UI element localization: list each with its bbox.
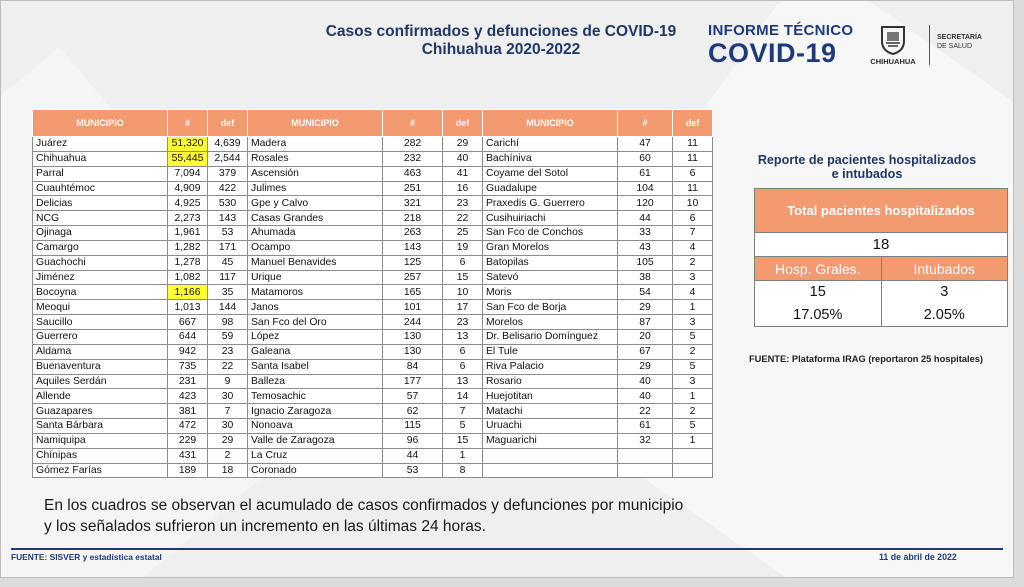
municipality-name: Julimes — [248, 181, 383, 196]
explanatory-note: En los cuadros se observan el acumulado de casos confirmados y defunciones por municipio y los señalados sufrieron un incremento en las últimas 24 horas. — [44, 497, 684, 535]
table-row — [33, 137, 713, 152]
death-count: 6 — [443, 344, 483, 359]
informe-tecnico-logo — [708, 23, 853, 67]
case-count: 40 — [618, 389, 673, 404]
municipality-name: Gómez Farías — [33, 463, 168, 478]
hospital-table-header: Total pacientes hospitalizados — [755, 189, 1008, 233]
death-count: 11 — [673, 137, 713, 152]
intubated-percent: 2.05% — [881, 304, 1008, 327]
table-row — [33, 181, 713, 196]
death-count: 5 — [673, 329, 713, 344]
intubated-count: 3 — [881, 281, 1008, 304]
footer-divider — [11, 548, 1003, 550]
municipality-name: Guachochi — [33, 255, 168, 270]
case-count: 67 — [618, 344, 673, 359]
hospital-table — [754, 188, 1008, 327]
case-count: 177 — [383, 374, 443, 389]
table-row — [33, 419, 713, 434]
municipality-name: Casas Grandes — [248, 211, 383, 226]
table-row — [33, 463, 713, 478]
municipality-name: Guadalupe — [483, 181, 618, 196]
death-count: 18 — [208, 463, 248, 478]
municipality-name: Coyame del Sotol — [483, 166, 618, 181]
death-count: 40 — [443, 151, 483, 166]
municipality-name: San Fco de Conchos — [483, 226, 618, 241]
logo-line-1: INFORME TÉCNICO — [708, 22, 854, 39]
municipality-name: Riva Palacio — [483, 359, 618, 374]
municipality-name: Huejotitan — [483, 389, 618, 404]
case-count: 40 — [618, 374, 673, 389]
case-count: 942 — [168, 344, 208, 359]
death-count: 3 — [673, 374, 713, 389]
death-count: 379 — [208, 166, 248, 181]
table-row — [33, 166, 713, 181]
death-count: 4 — [673, 285, 713, 300]
case-count: 1,082 — [168, 270, 208, 285]
case-count: 472 — [168, 419, 208, 434]
table-row — [33, 404, 713, 419]
case-count: 43 — [618, 240, 673, 255]
death-count: 35 — [208, 285, 248, 300]
municipality-name: Cusihuiriachi — [483, 211, 618, 226]
case-count: 165 — [383, 285, 443, 300]
death-count: 7 — [208, 404, 248, 419]
death-count: 6 — [443, 359, 483, 374]
death-count: 7 — [443, 404, 483, 419]
table-row — [33, 389, 713, 404]
death-count: 14 — [443, 389, 483, 404]
case-count: 423 — [168, 389, 208, 404]
death-count: 2,544 — [208, 151, 248, 166]
case-count: 232 — [383, 151, 443, 166]
case-count: 22 — [618, 404, 673, 419]
municipality-table — [32, 109, 713, 478]
case-count: 143 — [383, 240, 443, 255]
table-row — [33, 433, 713, 448]
case-count: 229 — [168, 433, 208, 448]
death-count: 22 — [443, 211, 483, 226]
death-count: 11 — [673, 181, 713, 196]
municipality-name: Morelos — [483, 315, 618, 330]
case-count: 1,961 — [168, 226, 208, 241]
municipality-name: Matamoros — [248, 285, 383, 300]
case-count: 321 — [383, 196, 443, 211]
death-count: 16 — [443, 181, 483, 196]
case-count: 1,278 — [168, 255, 208, 270]
death-count: 10 — [443, 285, 483, 300]
intubated-label: Intubados — [881, 257, 1008, 281]
municipality-name: Manuel Benavides — [248, 255, 383, 270]
column-header: MUNICIPIO — [33, 110, 168, 137]
case-count: 244 — [383, 315, 443, 330]
death-count: 117 — [208, 270, 248, 285]
table-row — [33, 255, 713, 270]
general-hospital-percent: 17.05% — [755, 304, 882, 327]
case-count: 1,013 — [168, 300, 208, 315]
case-count: 61 — [618, 419, 673, 434]
hospital-title-line-2: e intubados — [831, 167, 903, 181]
case-count: 32 — [618, 433, 673, 448]
death-count: 23 — [443, 196, 483, 211]
case-count: 44 — [618, 211, 673, 226]
municipality-name: Jiménez — [33, 270, 168, 285]
table-row — [33, 300, 713, 315]
death-count: 10 — [673, 196, 713, 211]
municipality-name: Namiquipa — [33, 433, 168, 448]
death-count: 530 — [208, 196, 248, 211]
municipality-name: Guazapares — [33, 404, 168, 419]
municipality-name — [483, 448, 618, 463]
case-count: 644 — [168, 329, 208, 344]
municipality-name: Juárez — [33, 137, 168, 152]
municipality-name: Santa Isabel — [248, 359, 383, 374]
case-count: 54 — [618, 285, 673, 300]
municipality-name: Bachíniva — [483, 151, 618, 166]
table-row — [33, 448, 713, 463]
municipality-name: Saucillo — [33, 315, 168, 330]
case-count: 130 — [383, 329, 443, 344]
case-count: 4,925 — [168, 196, 208, 211]
death-count: 6 — [673, 166, 713, 181]
table-row — [33, 285, 713, 300]
municipality-name: La Cruz — [248, 448, 383, 463]
death-count: 15 — [443, 270, 483, 285]
case-count: 218 — [383, 211, 443, 226]
case-count: 120 — [618, 196, 673, 211]
case-count — [618, 448, 673, 463]
death-count: 5 — [673, 419, 713, 434]
death-count: 6 — [443, 255, 483, 270]
municipality-name: Batopilas — [483, 255, 618, 270]
secretaria-line-1: SECRETARÍA — [937, 34, 982, 41]
hospital-total: 18 — [755, 233, 1008, 257]
death-count: 30 — [208, 389, 248, 404]
case-count: 29 — [618, 359, 673, 374]
death-count: 4,639 — [208, 137, 248, 152]
case-count: 257 — [383, 270, 443, 285]
page-title — [301, 23, 701, 59]
case-count: 231 — [168, 374, 208, 389]
case-count: 1,166 — [168, 285, 208, 300]
municipality-name: Chínipas — [33, 448, 168, 463]
death-count: 29 — [208, 433, 248, 448]
municipality-name: Ahumada — [248, 226, 383, 241]
death-count: 2 — [673, 404, 713, 419]
death-count: 5 — [673, 359, 713, 374]
case-count: 53 — [383, 463, 443, 478]
municipality-name: Satevó — [483, 270, 618, 285]
case-count: 263 — [383, 226, 443, 241]
death-count: 171 — [208, 240, 248, 255]
case-count: 101 — [383, 300, 443, 315]
case-count: 667 — [168, 315, 208, 330]
case-count: 431 — [168, 448, 208, 463]
municipality-name: Uruachi — [483, 419, 618, 434]
case-count: 104 — [618, 181, 673, 196]
municipality-name: Nonoava — [248, 419, 383, 434]
case-count: 115 — [383, 419, 443, 434]
case-count: 44 — [383, 448, 443, 463]
municipality-name: Meoqui — [33, 300, 168, 315]
death-count: 45 — [208, 255, 248, 270]
municipality-name: Guerrero — [33, 329, 168, 344]
table-header-row — [33, 110, 713, 137]
municipality-name: Chihuahua — [33, 151, 168, 166]
death-count: 1 — [673, 389, 713, 404]
hospital-title-line-1: Reporte de pacientes hospitalizados — [757, 153, 977, 167]
death-count: 29 — [443, 137, 483, 152]
municipality-name: Valle de Zaragoza — [248, 433, 383, 448]
municipality-name: Gpe y Calvo — [248, 196, 383, 211]
municipality-name: Dr. Belisario Domínguez — [483, 329, 618, 344]
death-count: 11 — [673, 151, 713, 166]
table-row — [33, 359, 713, 374]
case-count — [618, 463, 673, 478]
municipality-name: Gran Morelos — [483, 240, 618, 255]
column-header: def — [208, 110, 248, 137]
case-count: 51,320 — [168, 137, 208, 152]
death-count: 4 — [673, 240, 713, 255]
shield-icon — [879, 25, 907, 55]
case-count: 105 — [618, 255, 673, 270]
municipality-name: Santa Bárbara — [33, 419, 168, 434]
case-count: 96 — [383, 433, 443, 448]
case-count: 282 — [383, 137, 443, 152]
case-count: 130 — [383, 344, 443, 359]
death-count: 25 — [443, 226, 483, 241]
case-count: 251 — [383, 181, 443, 196]
municipality-name: Urique — [248, 270, 383, 285]
death-count: 144 — [208, 300, 248, 315]
death-count: 2 — [673, 344, 713, 359]
death-count: 1 — [443, 448, 483, 463]
municipality-name: Delicias — [33, 196, 168, 211]
death-count: 422 — [208, 181, 248, 196]
column-header: # — [618, 110, 673, 137]
logo-line-2: COVID-19 — [708, 38, 837, 68]
case-count: 84 — [383, 359, 443, 374]
report-date: 11 de abril de 2022 — [879, 552, 957, 562]
municipality-name: Ojinaga — [33, 226, 168, 241]
death-count: 23 — [208, 344, 248, 359]
municipality-name: López — [248, 329, 383, 344]
table-row — [33, 344, 713, 359]
death-count: 41 — [443, 166, 483, 181]
death-count: 98 — [208, 315, 248, 330]
municipality-name: Galeana — [248, 344, 383, 359]
death-count: 13 — [443, 329, 483, 344]
seal-caption: CHIHUAHUA — [870, 57, 916, 66]
table-row — [33, 211, 713, 226]
municipality-name: Maguarichi — [483, 433, 618, 448]
case-count: 61 — [618, 166, 673, 181]
municipality-name: Buenaventura — [33, 359, 168, 374]
column-header: def — [673, 110, 713, 137]
column-header: # — [383, 110, 443, 137]
case-count: 735 — [168, 359, 208, 374]
death-count: 6 — [673, 211, 713, 226]
case-count: 87 — [618, 315, 673, 330]
municipality-name: Ocampo — [248, 240, 383, 255]
death-count: 22 — [208, 359, 248, 374]
column-header: def — [443, 110, 483, 137]
column-header: MUNICIPIO — [248, 110, 383, 137]
municipality-name: Carichí — [483, 137, 618, 152]
municipality-name: Aquiles Serdán — [33, 374, 168, 389]
municipality-name: Ignacio Zaragoza — [248, 404, 383, 419]
municipality-name: Cuauhtémoc — [33, 181, 168, 196]
case-count: 463 — [383, 166, 443, 181]
municipality-name: San Fco de Borja — [483, 300, 618, 315]
death-count — [673, 463, 713, 478]
death-count: 53 — [208, 226, 248, 241]
death-count: 17 — [443, 300, 483, 315]
death-count: 13 — [443, 374, 483, 389]
death-count: 2 — [673, 255, 713, 270]
case-count: 189 — [168, 463, 208, 478]
case-count: 2,273 — [168, 211, 208, 226]
case-count: 60 — [618, 151, 673, 166]
case-count: 20 — [618, 329, 673, 344]
municipality-name: Aldama — [33, 344, 168, 359]
case-count: 62 — [383, 404, 443, 419]
case-count: 125 — [383, 255, 443, 270]
case-count: 29 — [618, 300, 673, 315]
table-row — [33, 329, 713, 344]
secretaria-logo — [937, 33, 982, 51]
death-count: 1 — [673, 433, 713, 448]
municipality-name: Temosachic — [248, 389, 383, 404]
case-count: 55,445 — [168, 151, 208, 166]
table-row — [33, 196, 713, 211]
death-count — [673, 448, 713, 463]
death-count: 30 — [208, 419, 248, 434]
title-line-2: Chihuahua 2020-2022 — [421, 41, 581, 58]
title-line-1: Casos confirmados y defunciones de COVID-19 — [325, 23, 677, 40]
death-count: 143 — [208, 211, 248, 226]
municipality-name: Ascensión — [248, 166, 383, 181]
general-hospital-count: 15 — [755, 281, 882, 304]
death-count: 15 — [443, 433, 483, 448]
column-header: MUNICIPIO — [483, 110, 618, 137]
column-header: # — [168, 110, 208, 137]
death-count: 3 — [673, 315, 713, 330]
case-count: 38 — [618, 270, 673, 285]
death-count: 23 — [443, 315, 483, 330]
municipality-name — [483, 463, 618, 478]
municipality-name: Allende — [33, 389, 168, 404]
chihuahua-seal — [863, 25, 923, 66]
hospital-source: FUENTE: Plataforma IRAG (reportaron 25 hospitales) — [749, 354, 984, 364]
table-row — [33, 374, 713, 389]
municipality-name: Matachi — [483, 404, 618, 419]
table-row — [33, 151, 713, 166]
death-count: 2 — [208, 448, 248, 463]
case-count: 57 — [383, 389, 443, 404]
municipality-name: Balleza — [248, 374, 383, 389]
case-count: 47 — [618, 137, 673, 152]
death-count: 59 — [208, 329, 248, 344]
death-count: 19 — [443, 240, 483, 255]
table-row — [33, 315, 713, 330]
municipality-name: Madera — [248, 137, 383, 152]
municipality-name: Praxedis G. Guerrero — [483, 196, 618, 211]
death-count: 9 — [208, 374, 248, 389]
municipality-name: Janos — [248, 300, 383, 315]
municipality-name: NCG — [33, 211, 168, 226]
table-row — [33, 226, 713, 241]
municipality-name: Coronado — [248, 463, 383, 478]
case-count: 7,094 — [168, 166, 208, 181]
death-count: 8 — [443, 463, 483, 478]
case-count: 4,909 — [168, 181, 208, 196]
hospital-report-title — [741, 153, 993, 181]
death-count: 5 — [443, 419, 483, 434]
municipality-name: Moris — [483, 285, 618, 300]
table-row — [33, 240, 713, 255]
municipality-name: San Fco del Oro — [248, 315, 383, 330]
case-count: 381 — [168, 404, 208, 419]
logo-separator — [929, 25, 930, 65]
footer-source: FUENTE: SISVER y estadística estatal — [11, 552, 162, 562]
municipality-name: El Tule — [483, 344, 618, 359]
death-count: 1 — [673, 300, 713, 315]
municipality-name: Rosales — [248, 151, 383, 166]
municipality-name: Bocoyna — [33, 285, 168, 300]
death-count: 3 — [673, 270, 713, 285]
case-count: 1,282 — [168, 240, 208, 255]
municipality-name: Parral — [33, 166, 168, 181]
municipality-name: Rosario — [483, 374, 618, 389]
table-row — [33, 270, 713, 285]
municipality-name: Camargo — [33, 240, 168, 255]
secretaria-line-2: DE SALUD — [937, 43, 973, 50]
general-hospital-label: Hosp. Grales. — [755, 257, 882, 281]
death-count: 7 — [673, 226, 713, 241]
case-count: 33 — [618, 226, 673, 241]
